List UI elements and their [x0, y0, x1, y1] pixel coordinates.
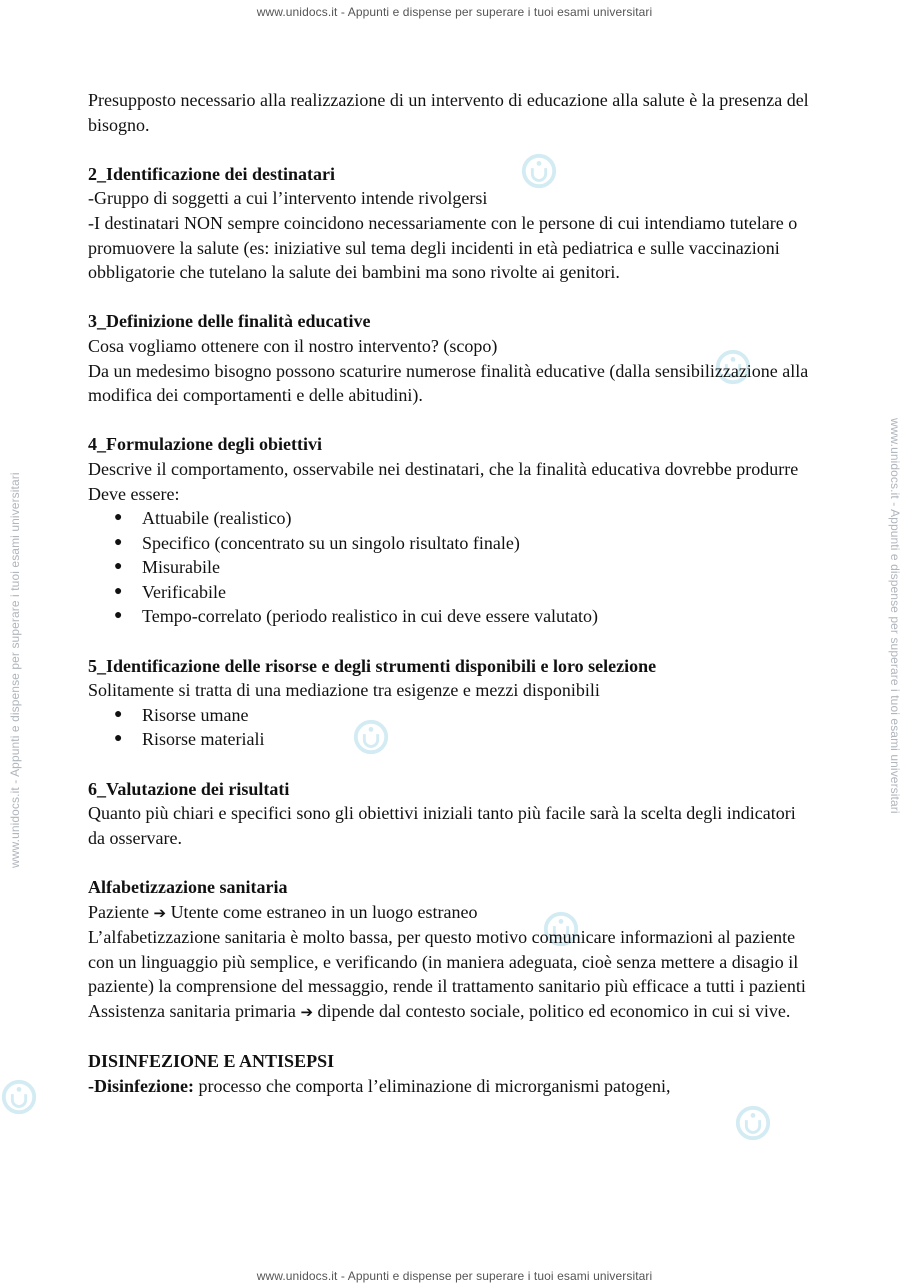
section-4-heading: 4_Formulazione degli obiettivi — [88, 434, 322, 455]
bullet-icon: ● — [114, 608, 123, 624]
bullet-icon: ● — [114, 534, 123, 550]
health-literacy-line-3: Assistenza sanitaria primaria ➔ dipende dal contesto sociale, politico ed economico in cui si vive. — [88, 1000, 791, 1021]
section-2-line-1: -Gruppo di soggetti a cui l’intervento intende rivolgersi — [88, 188, 488, 209]
section-5-line-1: Solitamente si tratta di una mediazione tra esigenze e mezzi disponibili — [88, 680, 600, 701]
section-3-line-1: Cosa vogliamo ottenere con il nostro intervento? (scopo) — [88, 335, 498, 356]
health-literacy-line-2: L’alfabetizzazione sanitaria è molto bassa, per questo motivo comunicare informazioni al paziente con un linguaggio più semplice, e verificando (in maniera adeguata, cioè senza mettere a disagio il paziente) la comprensione del messaggio, rende il trattamento sanitario più efficace a tutti i pazienti — [88, 927, 806, 997]
section-6-heading: 6_Valutazione dei risultati — [88, 778, 290, 799]
list-item: ● Misurabile — [114, 555, 813, 580]
intro-paragraph: Presupposto necessario alla realizzazione di un intervento di educazione alla salute è la presenza del bisogno. — [88, 90, 809, 135]
bullet-icon: ● — [114, 731, 123, 747]
section-6-line-1: Quanto più chiari e specifici sono gli obiettivi iniziali tanto più facile sarà la scelta degli indicatori da osservare. — [88, 803, 796, 848]
disinfection-heading: DISINFEZIONE E ANTISEPSI — [88, 1051, 335, 1072]
list-item: ● Specifico (concentrato su un singolo risultato finale) — [114, 531, 813, 556]
bullet-icon: ● — [114, 559, 123, 575]
unidocs-logo-icon — [734, 1104, 772, 1142]
arrow-right-icon: ➔ — [153, 903, 167, 922]
section-4-line-2: Deve essere: — [88, 483, 180, 504]
list-item: ● Verificabile — [114, 580, 813, 605]
disinfection-definition: -Disinfezione: processo che comporta l’eliminazione di microrganismi patogeni, — [88, 1075, 671, 1096]
section-4-bullet-list — [88, 506, 813, 629]
list-item: ● Tempo-correlato (periodo realistico in cui deve essere valutato) — [114, 604, 813, 629]
bullet-icon: ● — [114, 583, 123, 599]
section-3-line-2: Da un medesimo bisogno possono scaturire numerose finalità educative (dalla sensibilizzazione alla modifica dei comportamenti e delle abitudini). — [88, 360, 809, 406]
bullet-icon: ● — [114, 510, 123, 526]
watermark-banner-bottom: www.unidocs.it - Appunti e dispense per superare i tuoi esami universitari — [256, 1269, 653, 1283]
list-item: ● Attuabile (realistico) — [114, 506, 813, 531]
health-literacy-heading: Alfabetizzazione sanitaria — [88, 877, 288, 897]
bullet-icon: ● — [114, 706, 123, 722]
watermark-banner-right: www.unidocs.it - Appunti e dispense per superare i tuoi esami universitari — [888, 418, 902, 814]
document-body — [88, 88, 813, 1098]
unidocs-logo-icon — [0, 1078, 38, 1116]
section-5-heading: 5_Identificazione delle risorse e degli strumenti disponibili e loro selezione — [88, 655, 657, 676]
watermark-banner-top: www.unidocs.it - Appunti e dispense per superare i tuoi esami universitari — [256, 5, 653, 19]
section-4-line-1: Descrive il comportamento, osservabile nei destinatari, che la finalità educativa dovrebbe produrre — [88, 458, 799, 479]
list-item: ● Risorse materiali — [114, 727, 813, 752]
watermark-banner-left: www.unidocs.it - Appunti e dispense per superare i tuoi esami universitari — [8, 472, 22, 868]
disinfection-term: -Disinfezione: — [88, 1075, 194, 1096]
section-2-line-2: -I destinatari NON sempre coincidono necessariamente con le persone di cui intendiamo tutelare o promuovere la salute (es: iniziative sul tema degli incidenti in età pediatrica e sulle vaccinazioni obbligatorie che tutelano la salute dei bambini ma sono rivolte ai genitori. — [88, 212, 798, 283]
section-5-bullet-list — [88, 703, 813, 752]
arrow-right-icon: ➔ — [300, 1002, 314, 1021]
health-literacy-line-1: Paziente ➔ Utente come estraneo in un luogo estraneo — [88, 901, 478, 922]
list-item: ● Risorse umane — [114, 703, 813, 728]
section-3-heading: 3_Definizione delle finalità educative — [88, 311, 371, 332]
section-2-heading: 2_Identificazione dei destinatari — [88, 163, 335, 184]
